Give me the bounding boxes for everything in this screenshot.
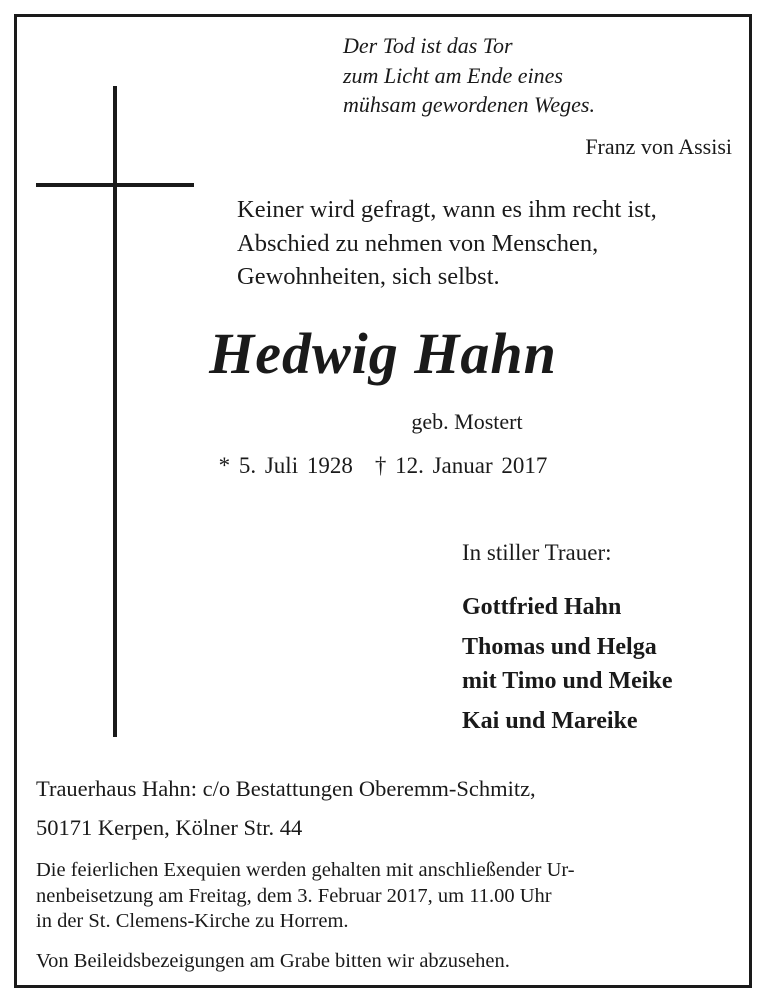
mourner-name: Thomas und Helga bbox=[462, 634, 657, 660]
service-line: nenbeisetzung am Freitag, dem 3. Februar 2017, um 11.00 Uhr bbox=[36, 884, 552, 907]
service-line: Die feierlichen Exequien werden gehalten mit anschließender Ur- bbox=[36, 859, 575, 881]
deceased-name: Hedwig Hahn bbox=[209, 321, 557, 386]
quote-line: zum Licht am Ende eines bbox=[343, 62, 563, 88]
intro-line: Gewohnheiten, sich selbst. bbox=[237, 263, 500, 290]
quote bbox=[343, 31, 595, 120]
service-info bbox=[36, 858, 575, 935]
intro-line: Abschied zu nehmen von Menschen, bbox=[237, 229, 599, 257]
intro-line: Keiner wird gefragt, wann es ihm recht ist, bbox=[237, 196, 657, 223]
quote-line: mühsam gewordenen Weges. bbox=[343, 92, 595, 117]
intro-paragraph bbox=[237, 193, 657, 294]
mourner-name: Gottfried Hahn bbox=[462, 594, 622, 620]
service-line: in der St. Clemens-Kirche zu Horrem. bbox=[36, 910, 349, 932]
address-line: 50171 Kerpen, Kölner Str. 44 bbox=[36, 815, 303, 840]
mourning-address bbox=[36, 772, 536, 844]
closing-note: Von Beileidsbezeigungen am Grabe bitten wir abzusehen. bbox=[36, 950, 510, 972]
mourners-heading: In stiller Trauer: bbox=[462, 540, 612, 565]
cross-icon-beam bbox=[36, 183, 194, 187]
address-line: Trauerhaus Hahn: c/o Bestattungen Oberemm-Schmitz, bbox=[36, 776, 536, 801]
quote-line: Der Tod ist das Tor bbox=[343, 33, 513, 58]
maiden-name: geb. Mostert bbox=[411, 409, 523, 434]
birth-date: * 5. Juli 1928 bbox=[218, 453, 353, 478]
death-date: † 12. Januar 2017 bbox=[374, 453, 548, 478]
life-dates bbox=[0, 453, 766, 479]
quote-author: Franz von Assisi bbox=[585, 134, 732, 159]
mourner-name: Kai und Mareike bbox=[462, 708, 638, 734]
mourner-name: mit Timo und Meike bbox=[462, 668, 673, 694]
mourners-list bbox=[462, 590, 672, 738]
